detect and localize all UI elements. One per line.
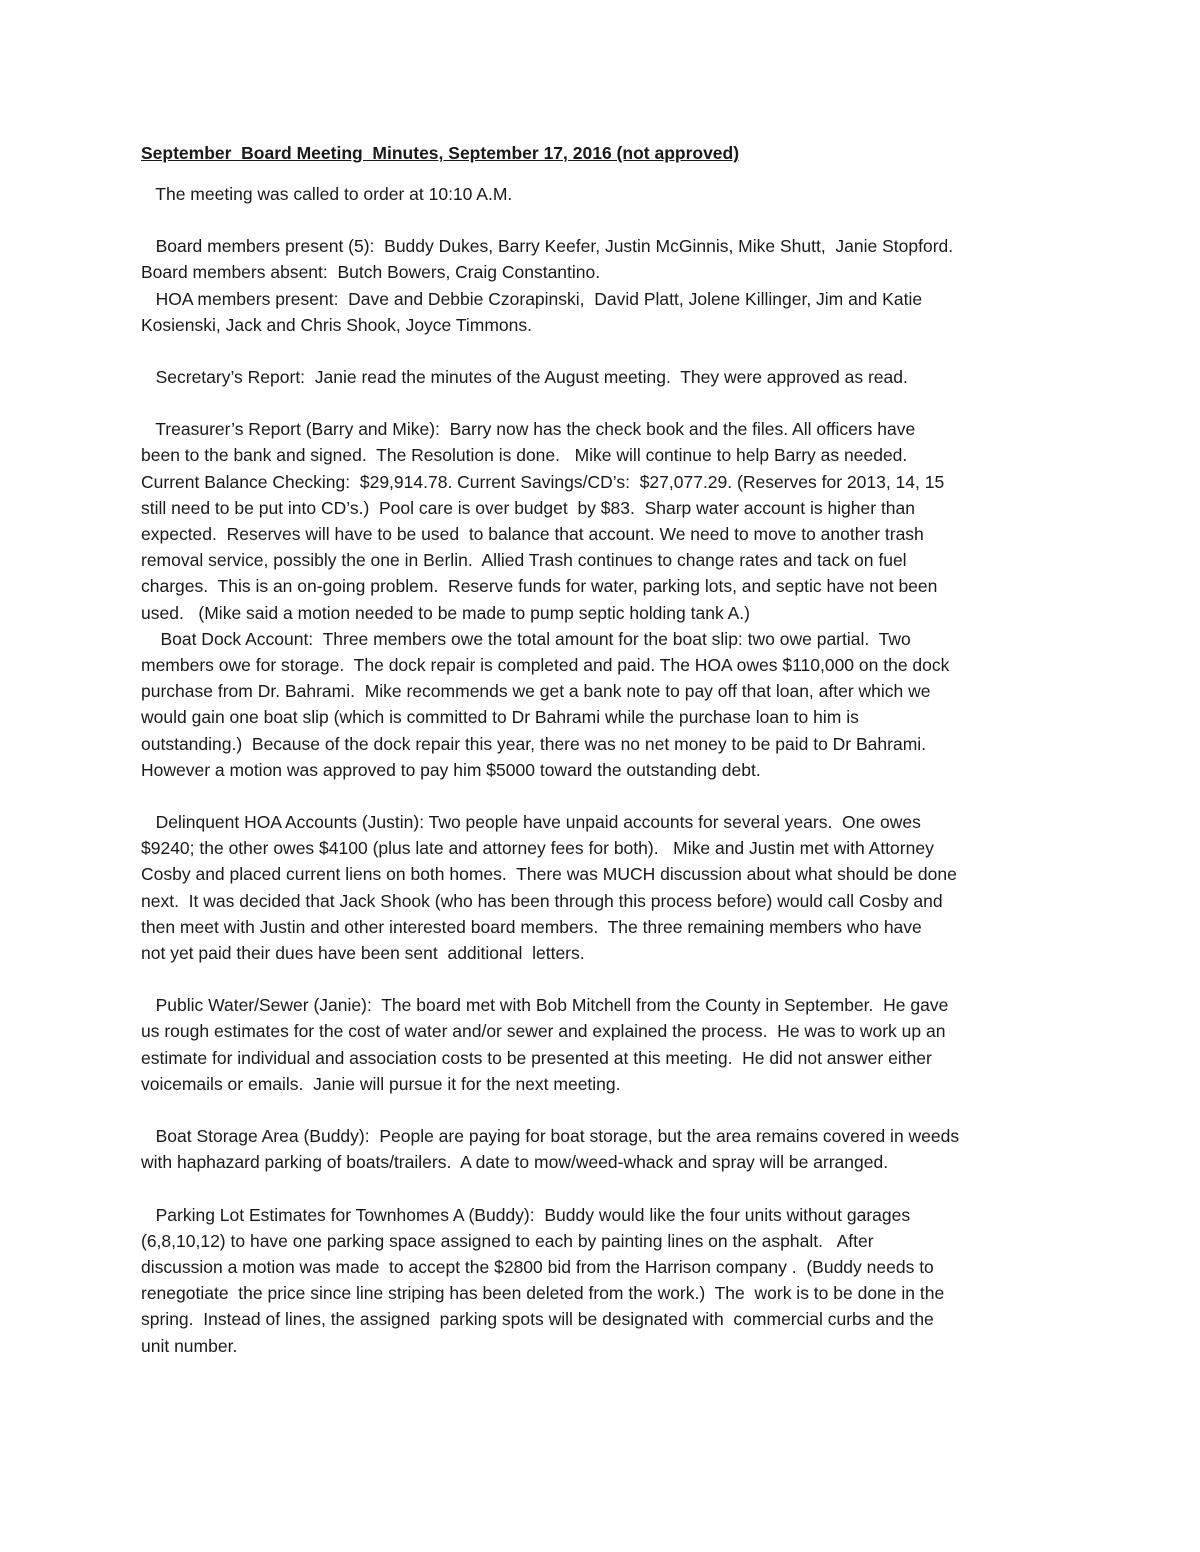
paragraph-boat-storage bbox=[141, 1123, 1066, 1175]
text-line: renegotiate the price since line striping has been deleted from the work.) The work is to be done in the bbox=[141, 1283, 945, 1304]
text-line: would gain one boat slip (which is committed to Dr Bahrami while the purchase loan to him is bbox=[141, 707, 859, 728]
paragraph-spacer bbox=[141, 966, 1066, 992]
text-line: members owe for storage. The dock repair is completed and paid. The HOA owes $110,000 on the dock bbox=[141, 655, 950, 676]
paragraph-treasurer-report bbox=[141, 416, 1066, 783]
document-body bbox=[141, 181, 1066, 1359]
text-line: expected. Reserves will have to be used to balance that account. We need to move to another trash bbox=[141, 524, 924, 545]
text-line: outstanding.) Because of the dock repair this year, there was no net money to be paid to Dr Bahrami. bbox=[141, 733, 927, 754]
paragraph-spacer bbox=[141, 207, 1066, 233]
text-line: Secretary’s Report: Janie read the minutes of the August meeting. They were approved as read. bbox=[141, 367, 908, 388]
paragraph-call-to-order bbox=[141, 181, 1066, 207]
paragraph-spacer bbox=[141, 783, 1066, 809]
text-line: Boat Storage Area (Buddy): People are paying for boat storage, but the area remains covered in weeds bbox=[141, 1126, 960, 1147]
text-line: charges. This is an on-going problem. Reserve funds for water, parking lots, and septic have not been bbox=[141, 576, 938, 597]
text-line: Treasurer’s Report (Barry and Mike): Barry now has the check book and the files. All officers have bbox=[141, 419, 916, 440]
text-line: Board members absent: Butch Bowers, Craig Constantino. bbox=[141, 262, 601, 283]
paragraph-spacer bbox=[141, 338, 1066, 364]
text-line: not yet paid their dues have been sent additional letters. bbox=[141, 943, 585, 964]
text-line: Board members present (5): Buddy Dukes, Barry Keefer, Justin McGinnis, Mike Shutt, Janie Stopford. bbox=[141, 236, 954, 257]
text-line: removal service, possibly the one in Berlin. Allied Trash continues to change rates and tack on fuel bbox=[141, 550, 907, 571]
text-line: Current Balance Checking: $29,914.78. Current Savings/CD’s: $27,077.29. (Reserves for 2013, 14, 15 bbox=[141, 471, 945, 492]
text-line: Boat Dock Account: Three members owe the total amount for the boat slip: two owe partial. Two bbox=[141, 628, 911, 649]
paragraph-delinquent-accounts bbox=[141, 809, 1066, 966]
document-title: September Board Meeting Minutes, September 17, 2016 (not approved) bbox=[141, 143, 740, 163]
text-line: However a motion was approved to pay him $5000 toward the outstanding debt. bbox=[141, 759, 761, 780]
text-line: Cosby and placed current liens on both homes. There was MUCH discussion about what should be done bbox=[141, 864, 957, 885]
text-line: (6,8,10,12) to have one parking space assigned to each by painting lines on the asphalt. After bbox=[141, 1230, 874, 1251]
text-line: then meet with Justin and other interested board members. The three remaining members who have bbox=[141, 916, 922, 937]
text-line: spring. Instead of lines, the assigned parking spots will be designated with commercial curbs and the bbox=[141, 1309, 934, 1330]
paragraph-public-water-sewer bbox=[141, 992, 1066, 1097]
text-line: Parking Lot Estimates for Townhomes A (Buddy): Buddy would like the four units without garages bbox=[141, 1204, 911, 1225]
text-line: next. It was decided that Jack Shook (who has been through this process before) would call Cosby and bbox=[141, 890, 943, 911]
text-line: been to the bank and signed. The Resolution is done. Mike will continue to help Barry as needed. bbox=[141, 445, 908, 466]
text-line: used. (Mike said a motion needed to be made to pump septic holding tank A.) bbox=[141, 602, 750, 623]
paragraph-parking-lot-estimates bbox=[141, 1202, 1066, 1359]
minutes-document bbox=[141, 140, 1066, 1359]
text-line: discussion a motion was made to accept the $2800 bid from the Harrison company . (Buddy needs to bbox=[141, 1256, 934, 1277]
text-line: Public Water/Sewer (Janie): The board met with Bob Mitchell from the County in September. He gave bbox=[141, 995, 949, 1016]
text-line: $9240; the other owes $4100 (plus late and attorney fees for both). Mike and Justin met with Attorney bbox=[141, 838, 934, 859]
text-line: estimate for individual and association costs to be presented at this meeting. He did not answer either bbox=[141, 1047, 932, 1068]
text-line: Kosienski, Jack and Chris Shook, Joyce Timmons. bbox=[141, 314, 532, 335]
paragraph-spacer bbox=[141, 390, 1066, 416]
paragraph-spacer bbox=[141, 1097, 1066, 1123]
text-line: us rough estimates for the cost of water and/or sewer and explained the process. He was to work up an bbox=[141, 1021, 946, 1042]
text-line: still need to be put into CD’s.) Pool care is over budget by $83. Sharp water account is higher than bbox=[141, 497, 916, 518]
text-line: Delinquent HOA Accounts (Justin): Two people have unpaid accounts for several years. One owes bbox=[141, 812, 921, 833]
paragraph-spacer bbox=[141, 1176, 1066, 1202]
text-line: HOA members present: Dave and Debbie Czorapinski, David Platt, Jolene Killinger, Jim and Katie bbox=[141, 288, 923, 309]
paragraph-attendance bbox=[141, 233, 1066, 338]
text-line: voicemails or emails. Janie will pursue it for the next meeting. bbox=[141, 1073, 621, 1094]
text-line: with haphazard parking of boats/trailers. A date to mow/weed-whack and spray will be arranged. bbox=[141, 1152, 889, 1173]
paragraph-secretary-report bbox=[141, 364, 1066, 390]
text-line: purchase from Dr. Bahrami. Mike recommends we get a bank note to pay off that loan, after which we bbox=[141, 681, 931, 702]
text-line: unit number. bbox=[141, 1335, 238, 1356]
text-line: The meeting was called to order at 10:10 A.M. bbox=[141, 184, 513, 204]
